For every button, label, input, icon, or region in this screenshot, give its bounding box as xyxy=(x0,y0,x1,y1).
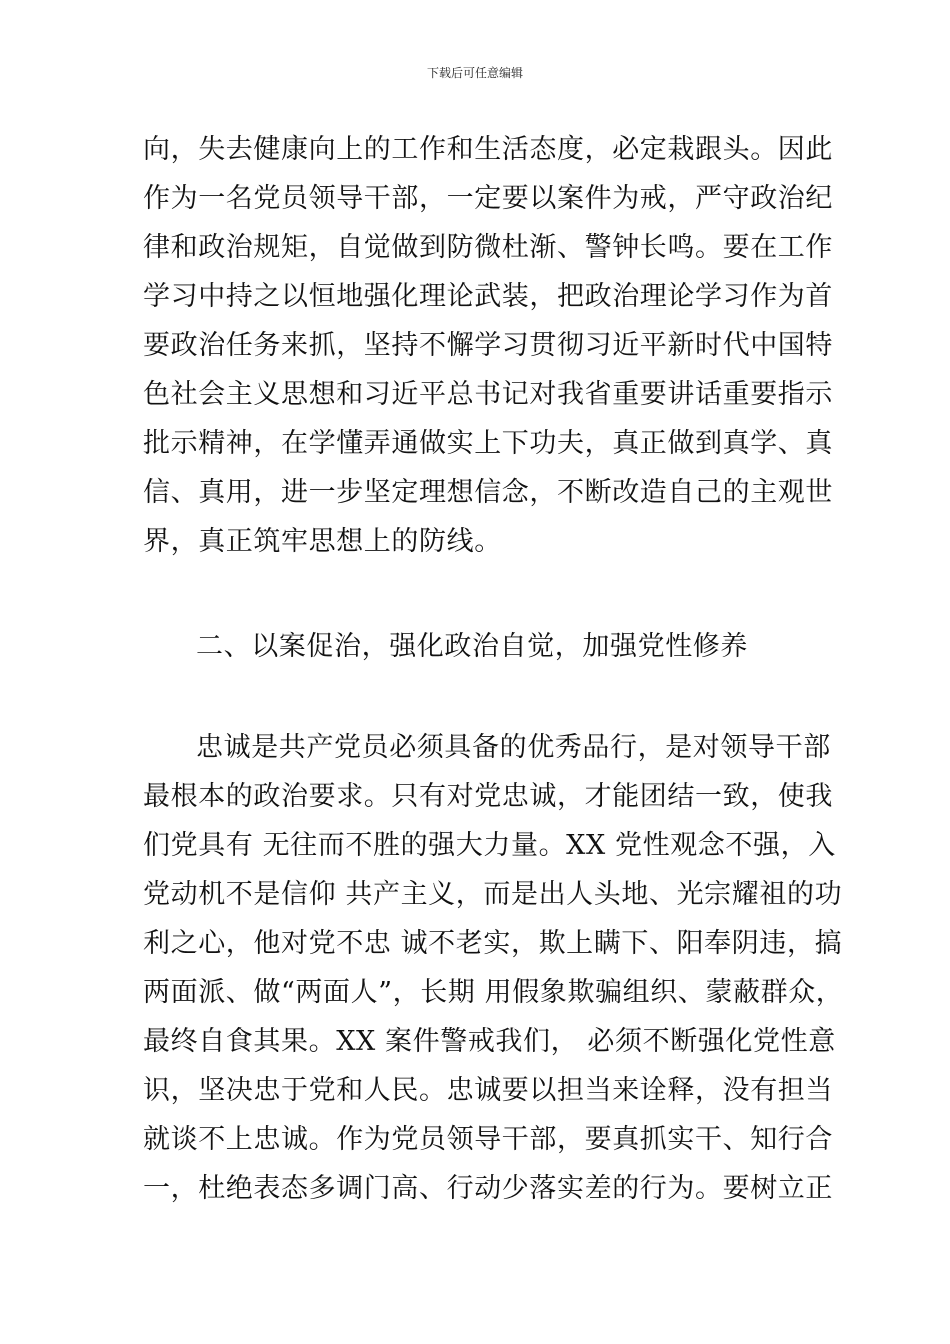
paragraph-line: 作为一名党员领导干部，一定要以案件为戒，严守政治纪 xyxy=(143,183,833,214)
paragraph-line: 最终自食其果。XX 案件警戒我们， 必须不断强化党性意 xyxy=(143,1026,836,1057)
paragraph-line: 律和政治规矩，自觉做到防微杜渐、警钟长鸣。要在工作 xyxy=(143,232,833,263)
paragraph-line: 向，失去健康向上的工作和生活态度，必定栽跟头。因此 xyxy=(143,134,833,165)
paragraph-line: 界，真正筑牢思想上的防线。 xyxy=(143,526,502,557)
paragraph-line: 学习中持之以恒地强化理论武装，把政治理论学习作为首 xyxy=(143,281,833,312)
paragraph-line: 信、真用，进一步坚定理想信念，不断改造自己的主观世 xyxy=(143,477,833,508)
paragraph-line: 要政治任务来抓，坚持不懈学习贯彻习近平新时代中国特 xyxy=(143,330,833,361)
paragraph-1 xyxy=(143,125,833,566)
paragraph-line: 就谈不上忠诚。作为党员领导干部，要真抓实干、知行合 xyxy=(143,1124,833,1155)
paragraph-line: 批示精神，在学懂弄通做实上下功夫，真正做到真学、真 xyxy=(143,428,833,459)
paragraph-line: 识，坚决忠于党和人民。忠诚要以担当来诠释，没有担当 xyxy=(143,1075,833,1106)
paragraph-line: 色社会主义思想和习近平总书记对我省重要讲话重要指示 xyxy=(143,379,833,410)
paragraph-line: 忠诚是共产党员必须具备的优秀品行，是对领导干部 xyxy=(196,732,831,763)
paragraph-line: 最根本的政治要求。只有对党忠诚，才能团结一致，使我 xyxy=(143,781,833,812)
page-header: 下载后可任意编辑 xyxy=(426,66,523,80)
paragraph-2 xyxy=(143,723,844,1213)
paragraph-line: 们党具有 无往而不胜的强大力量。XX 党性观念不强，入 xyxy=(143,830,836,861)
paragraph-line: 两面派、做“两面人”，长期 用假象欺骗组织、蒙蔽群众， xyxy=(143,977,844,1008)
section-heading-text: 二、以案促治，强化政治自觉，加强党性修养 xyxy=(196,631,748,662)
section-heading xyxy=(143,622,813,671)
paragraph-line: 利之心，他对党不忠 诚不老实，欺上瞒下、阳奉阴违，搞 xyxy=(143,928,843,959)
paragraph-line: 一，杜绝表态多调门高、行动少落实差的行为。要树立正 xyxy=(143,1173,833,1204)
paragraph-line: 党动机不是信仰 共产主义，而是出人头地、光宗耀祖的功 xyxy=(143,879,843,910)
